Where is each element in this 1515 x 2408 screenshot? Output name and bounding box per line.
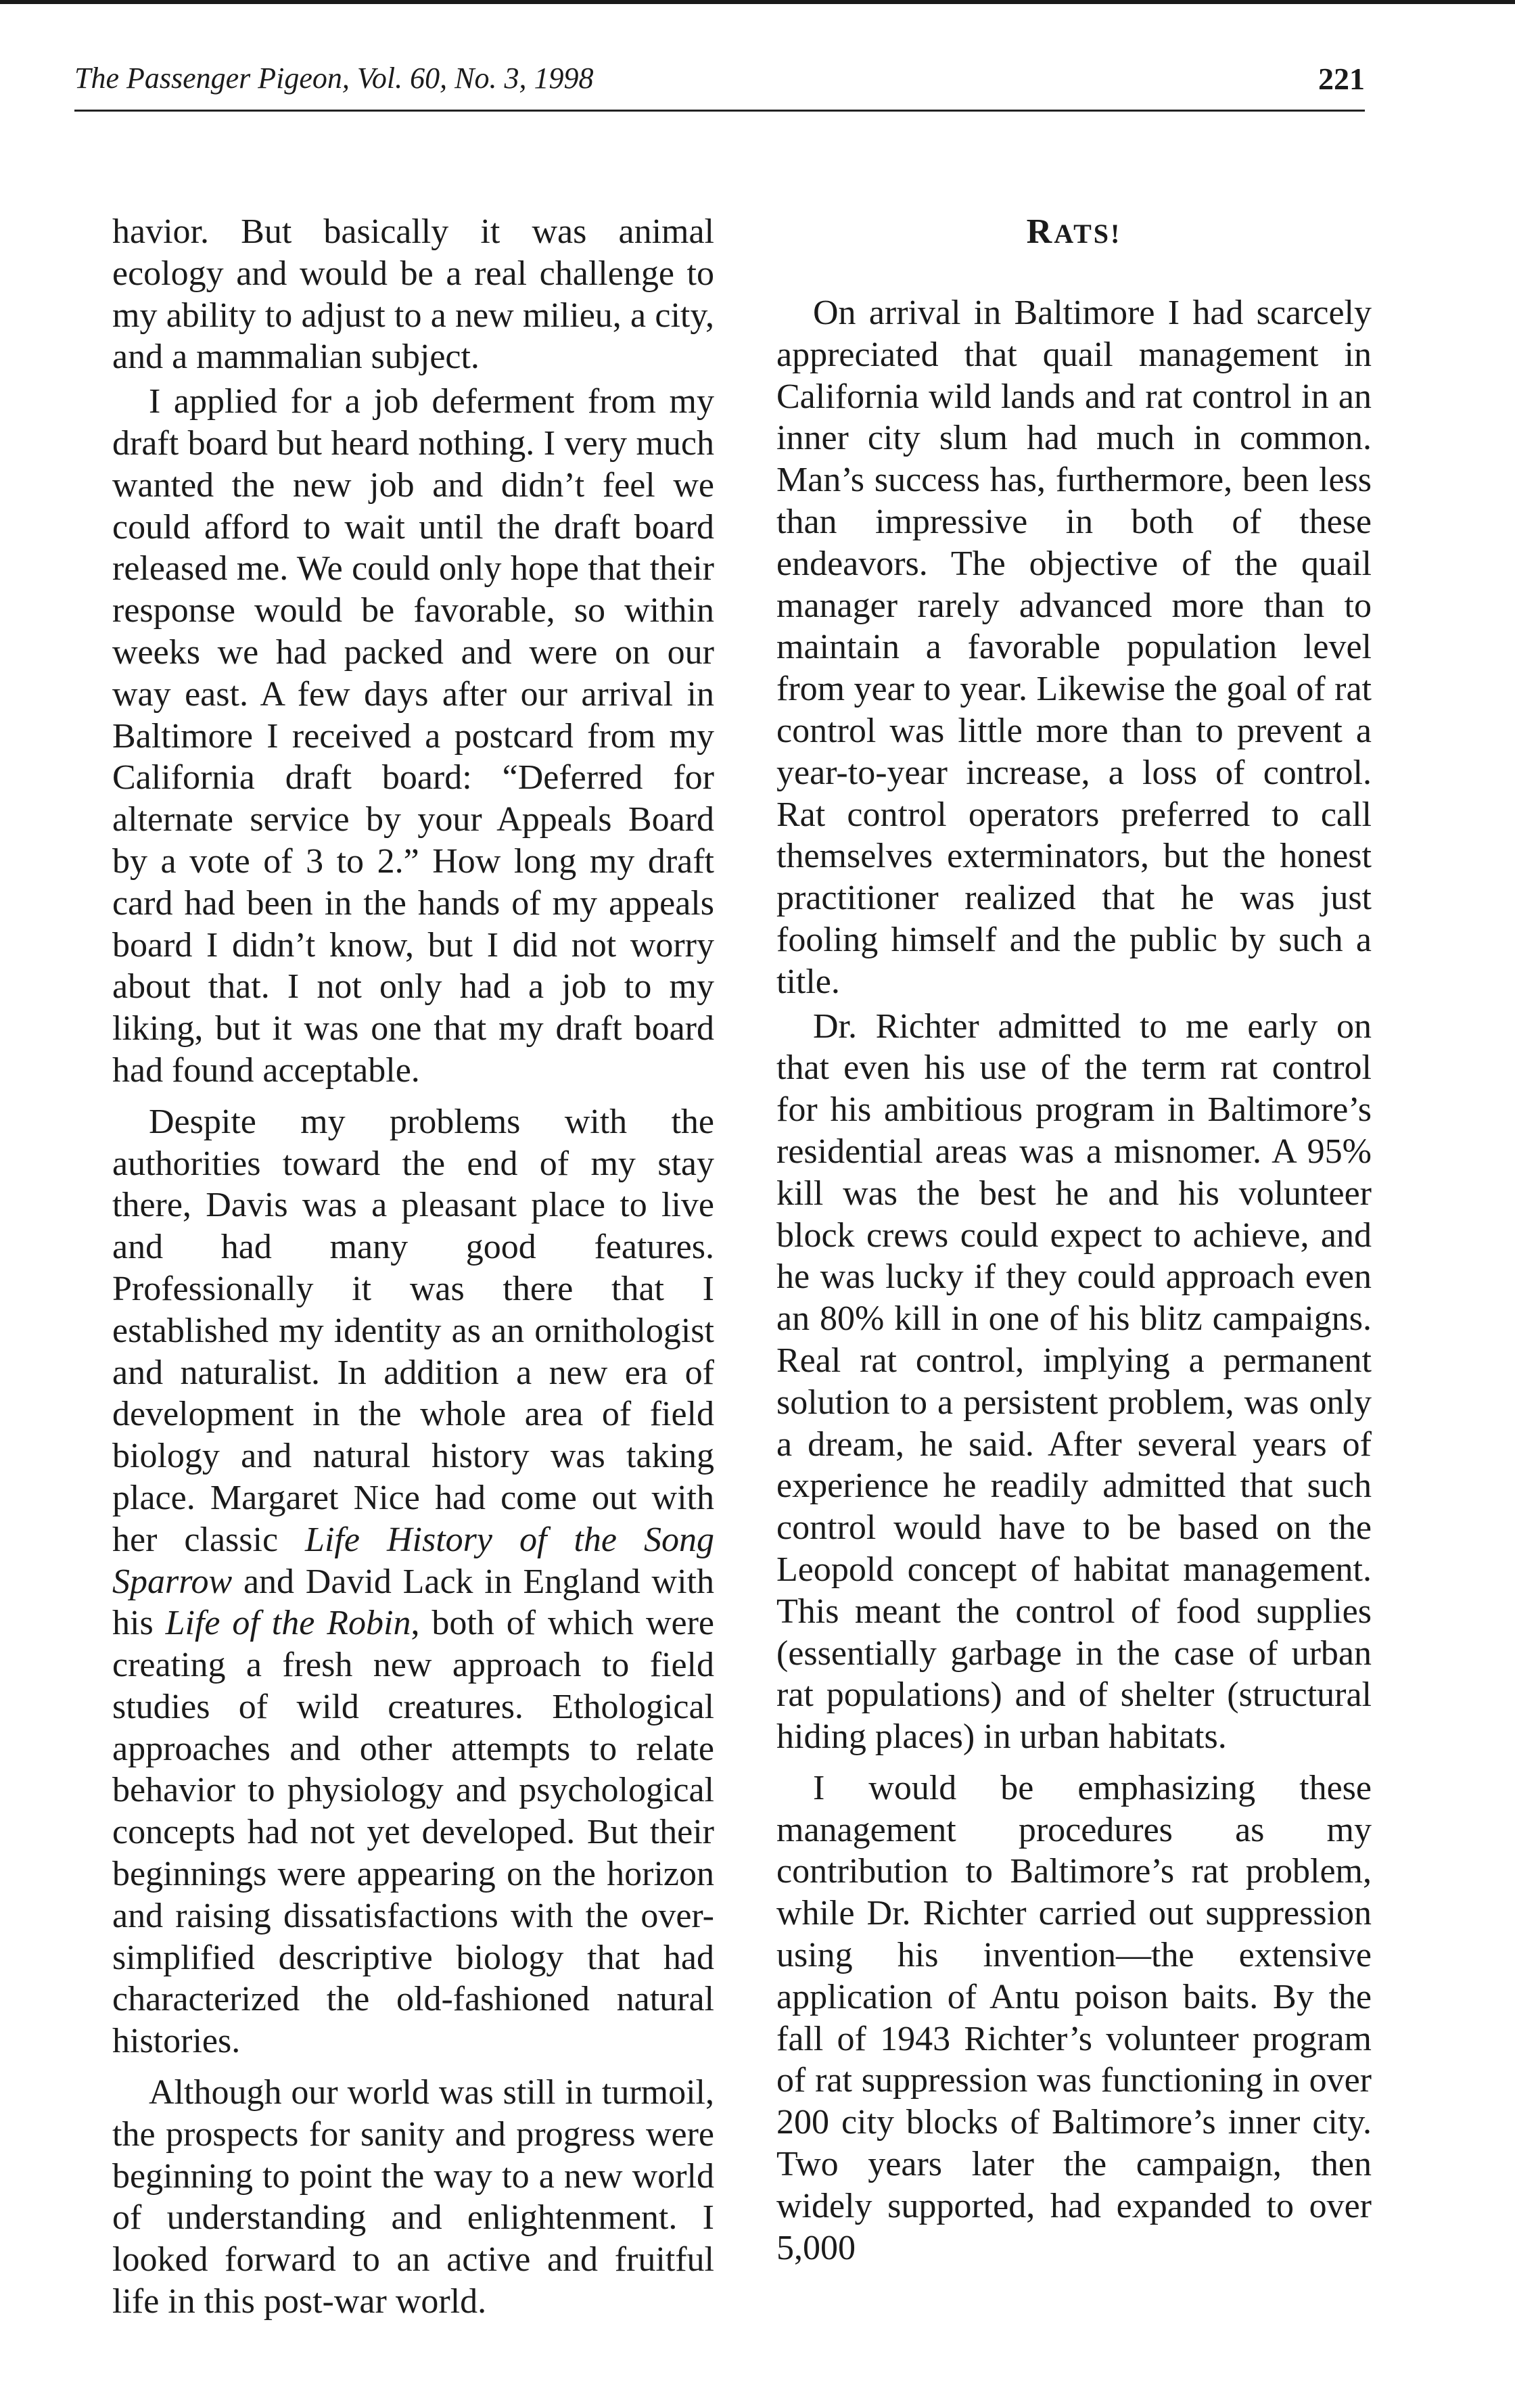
top-rule — [0, 0, 1515, 4]
paragraph-post-war: Although our world was still in turmoil, the prospects for sanity and progress were beginning to point the way to a new world of understanding and enlightenment. I looked forward to an active and fruitful life in this post-war world. — [112, 2073, 714, 2321]
paragraph-management: I would be emphasizing these management procedures as my contribution to Baltimore’s rat problem, while Dr. Richter carried out suppression using his invention—the extensive application of Antu poison baits. By the fall of 1943 Richter’s volunteer program of rat suppression was functioning in over 200 city blocks of Baltimore’s inner city. Two years later the campaign, then widely supported, had expanded to over 5,000 — [776, 1768, 1372, 2267]
running-header — [74, 55, 1365, 112]
journal-citation: The Passenger Pigeon, Vol. 60, No. 3, 1998 — [74, 62, 594, 95]
paragraph-continued: havior. But basically it was animal ecology and would be a real challenge to my ability to adjust to a new milieu, a city, and a mammalian subject. — [112, 212, 714, 377]
section-heading: RATS! — [1026, 212, 1122, 251]
paragraph-draft-board: I applied for a job deferment from my draft board but heard nothing. I very much wanted the new job and didn’t feel we could afford to wait until the draft board released me. We could only hope that their response would be favorable, so within weeks we had packed and were on our way east. A few days after our arrival in Baltimore I received a postcard from my California draft board: “Deferred for alternate service by your Appeals Board by a vote of 3 to 2.” How long my draft card had been in the hands of my appeals board I didn’t know, but I did not worry about that. I not only had a job to my liking, but it was one that my draft board had found acceptable. — [112, 382, 714, 1090]
book-title-song-sparrow: Life History of the Song Sparrow — [112, 1520, 714, 1601]
paragraph-quail-rat: On arrival in Baltimore I had scarcely appreciated that quail management in California wild lands and rat control in an inner city slum had much in common. Man’s success has, furthermore, been less than impressive in both of these endeavors. The objective of the quail manager rarely advanced more than to maintain a favorable population level from year to year. Likewise the goal of rat control was little more than to prevent a year-to-year increase, a loss of control. Rat control operators preferred to call themselves exterminators, but the honest practitioner realized that he was just fooling himself and the public by such a title. — [776, 294, 1372, 1001]
book-title-robin: Life of the Robin — [165, 1604, 411, 1643]
left-column — [112, 211, 714, 2323]
right-column — [776, 211, 1372, 2269]
paragraph-richter: Dr. Richter admitted to me early on that even his use of the term rat control for his ambitious program in Baltimore’s residential areas was a misnomer. A 95% kill was the best he and his volunteer block crews could expect to achieve, and he was lucky if they could approach even an 80% kill in one of his blitz campaigns. Real rat control, implying a permanent solution to a persistent problem, was only a dream, he said. After several years of experience he readily admitted that such control would have to be based on the Leopold concept of habitat management. This meant the control of food supplies (essentially garbage in the case of urban rat populations) and of shelter (structural hiding places) in urban habitats. — [776, 1006, 1372, 1757]
page-number: 221 — [1318, 62, 1365, 96]
paragraph-davis: Despite my problems with the authorities toward the end of my stay there, Davis was a pleasant place to live and had many good features. Professionally it was there that I established my identity as an ornithologist and naturalist. In addition a new era of development in the whole area of field biology and natural history was taking place. Margaret Nice had come out with her classic Life History of the Song Sparrow and David Lack in England with his Life of the Robin, both of which were creating a fresh new approach to field studies of wild creatures. Ethological approaches and other attempts to relate behavior to physiology and psychological concepts had not yet developed. But their beginnings were appearing on the horizon and raising dissatisfactions with the over-simplified descriptive biology that had characterized the old-fashioned natural histories. — [112, 1102, 714, 2061]
